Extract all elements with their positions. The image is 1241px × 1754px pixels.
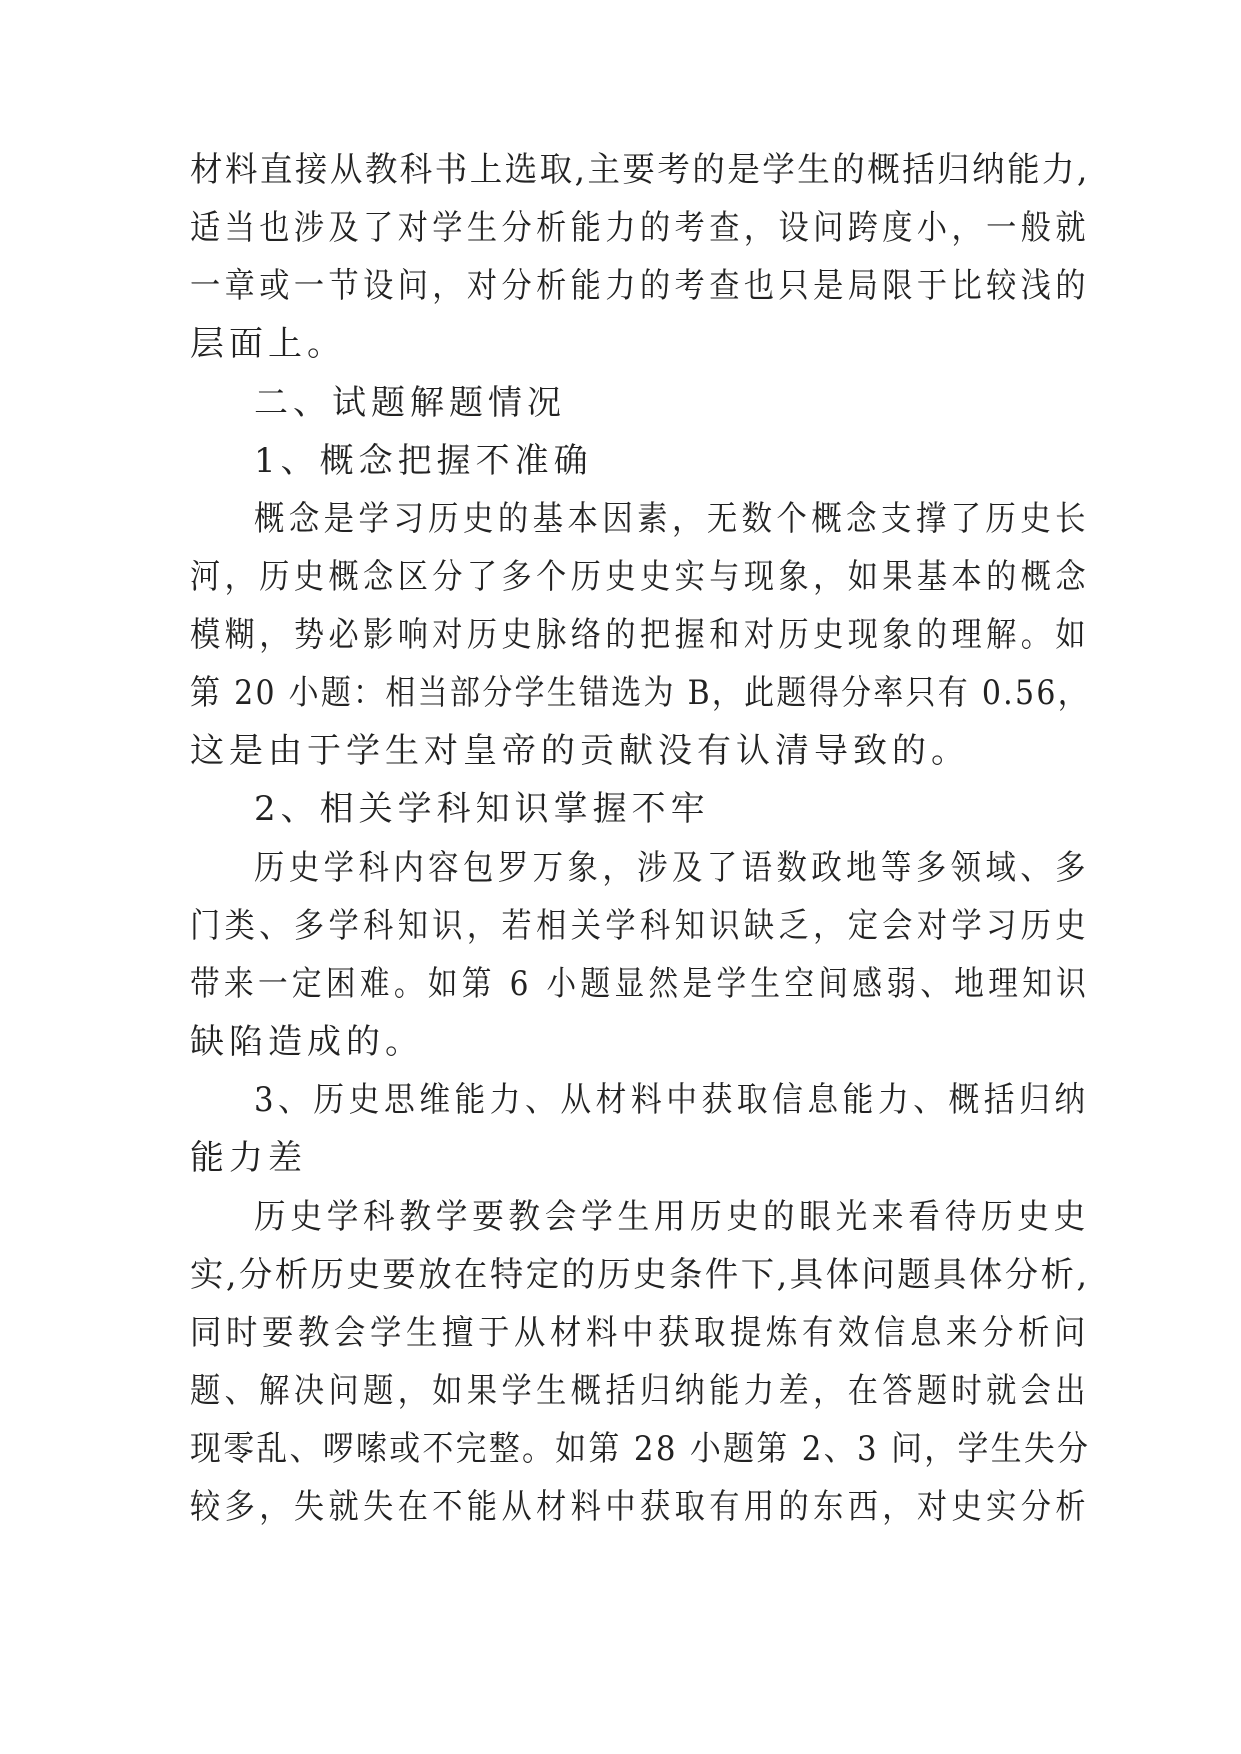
paragraph-line: 适当也涉及了对学生分析能力的考查，设问跨度小，一般就: [190, 208, 1090, 248]
subsection-heading: 3、历史思维能力、从材料中获取信息能力、概括归纳: [254, 1080, 1090, 1120]
paragraph-line: 第 20 小题：相当部分学生错选为 B，此题得分率只有 0.56，: [190, 673, 1090, 713]
paragraph-line: 一章或一节设问，对分析能力的考查也只是局限于比较浅的: [190, 266, 1090, 306]
paragraph-line: 这是由于学生对皇帝的贡献没有认清导致的。: [190, 731, 970, 771]
paragraph-line: 层面上。: [190, 324, 346, 364]
subsection-heading: 1、概念把握不准确: [254, 441, 593, 481]
paragraph-line: 实,分析历史要放在特定的历史条件下,具体问题具体分析,: [190, 1255, 1090, 1295]
paragraph-line: 带来一定困难。如第 6 小题显然是学生空间感弱、地理知识: [190, 964, 1091, 1004]
paragraph-line: 概念是学习历史的基本因素，无数个概念支撑了历史长: [254, 499, 1090, 539]
paragraph-line: 历史学科教学要教会学生用历史的眼光来看待历史史: [254, 1197, 1090, 1237]
paragraph-line: 河，历史概念区分了多个历史史实与现象，如果基本的概念: [190, 557, 1090, 597]
paragraph-line: 缺陷造成的。: [190, 1022, 424, 1062]
paragraph-line: 现零乱、啰嗦或不完整。如第 28 小题第 2、3 问，学生失分: [190, 1429, 1091, 1469]
paragraph-line: 较多，失就失在不能从材料中获取有用的东西，对史实分析: [190, 1487, 1090, 1527]
section-heading: 二、试题解题情况: [254, 383, 566, 423]
subsection-heading-continued: 能力差: [190, 1138, 307, 1178]
subsection-heading: 2、相关学科知识掌握不牢: [254, 789, 710, 829]
paragraph-line: 材料直接从教科书上选取,主要考的是学生的概括归纳能力,: [190, 150, 1090, 190]
paragraph-line: 同时要教会学生擅于从材料中获取提炼有效信息来分析问: [190, 1313, 1090, 1353]
paragraph-line: 门类、多学科知识，若相关学科知识缺乏，定会对学习历史: [190, 906, 1090, 946]
paragraph-line: 模糊，势必影响对历史脉络的把握和对历史现象的理解。如: [190, 615, 1090, 655]
paragraph-line: 历史学科内容包罗万象，涉及了语数政地等多领域、多: [254, 848, 1090, 888]
paragraph-line: 题、解决问题，如果学生概括归纳能力差，在答题时就会出: [190, 1371, 1090, 1411]
